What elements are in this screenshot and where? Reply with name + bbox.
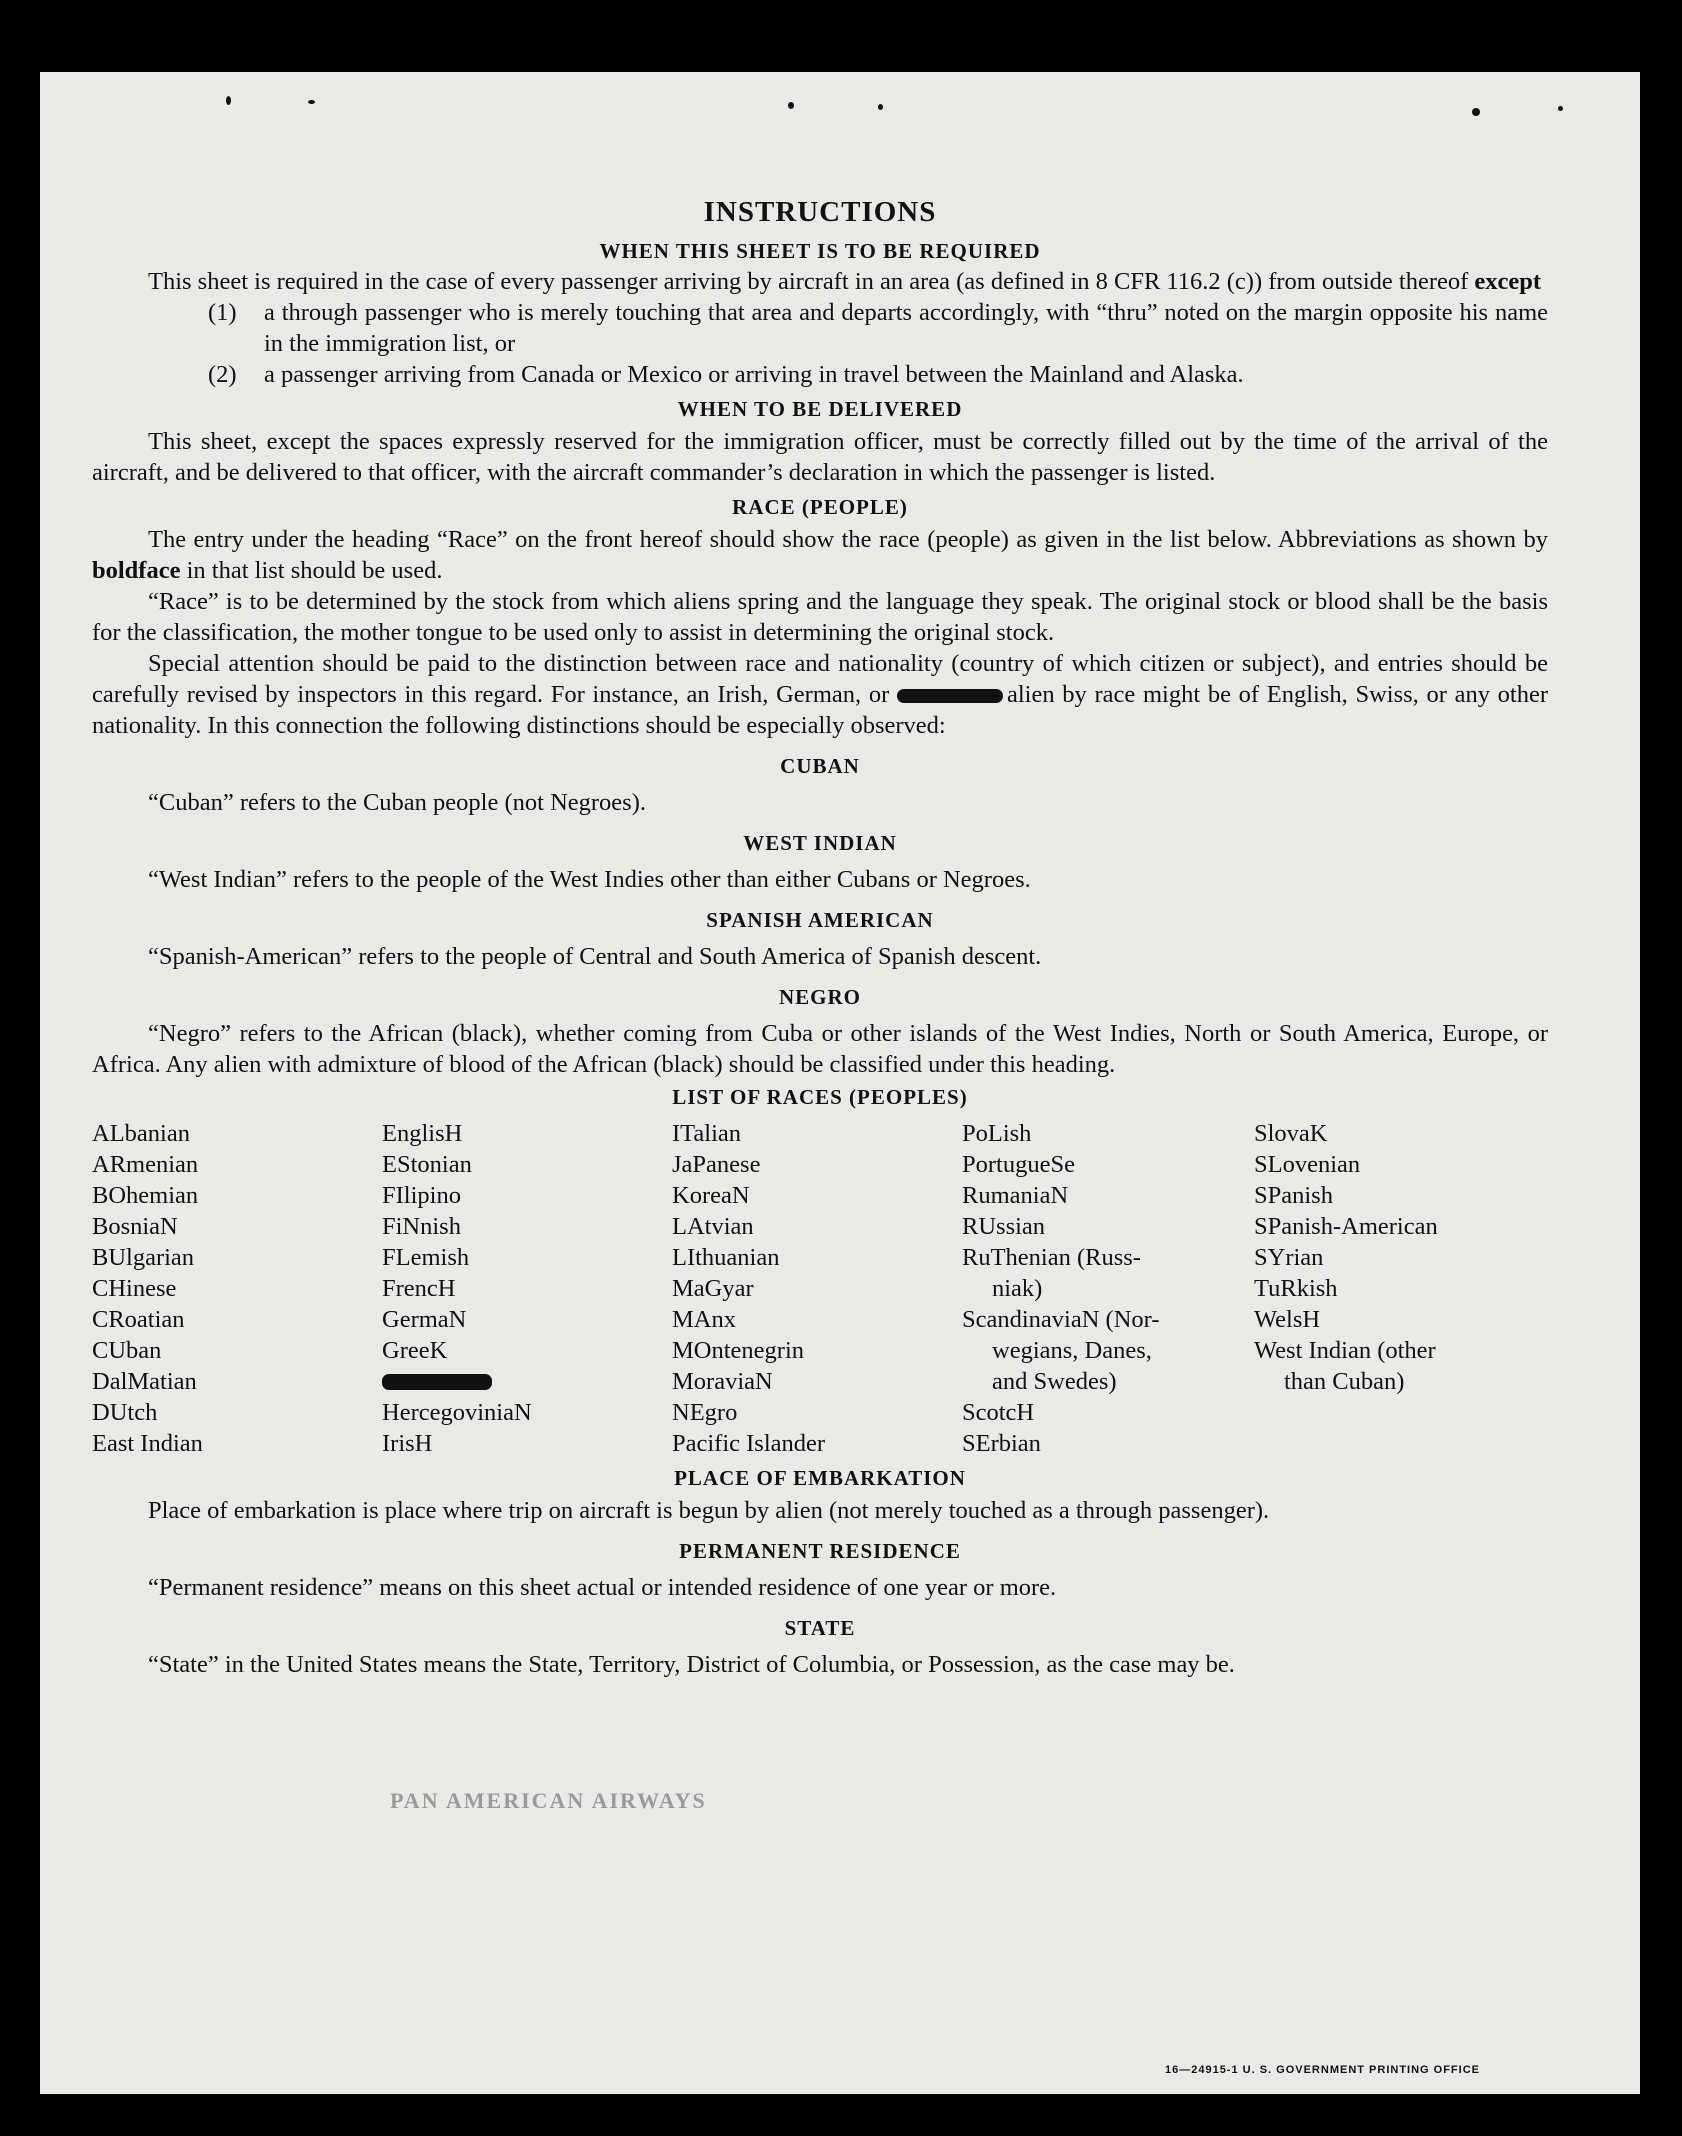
- punch-mark: [1558, 106, 1563, 111]
- race-entry: GermaN: [382, 1306, 467, 1333]
- embarkation-text: Place of embarkation is place where trip on aircraft is begun by alien (not merely touched as a through passenger).: [148, 1497, 1270, 1524]
- races-column: [962, 1118, 1254, 1459]
- race-paragraph-1: The entry under the heading “Race” on the front hereof should show the race (people) as given in the list below. Abbreviations as shown by boldface in that list should be used.: [92, 526, 1548, 584]
- race-entry: SLovenian: [1254, 1151, 1361, 1178]
- race-entry: FLemish: [382, 1244, 470, 1271]
- redaction-mark: [382, 1374, 492, 1390]
- west-indian-text: “West Indian” refers to the people of the West Indies other than either Cubans or Negroes.: [148, 866, 1031, 893]
- race-entry: NEgro: [672, 1399, 738, 1426]
- races-column: [382, 1118, 672, 1459]
- section-heading-west-indian: WEST INDIAN: [743, 831, 897, 855]
- section-heading-cuban: CUBAN: [780, 754, 860, 778]
- race-entry: FrencH: [382, 1275, 456, 1302]
- instructions-body: [92, 194, 1548, 1680]
- race-entry: MOntenegrin: [672, 1337, 804, 1364]
- races-column: [672, 1118, 962, 1459]
- race-entry: West Indian (other: [1254, 1337, 1436, 1364]
- race-entry: RuThenian (Russ-: [962, 1244, 1141, 1271]
- section-heading-delivered: WHEN TO BE DELIVERED: [677, 397, 963, 421]
- race-entry: ITalian: [672, 1120, 742, 1147]
- negro-text: “Negro” refers to the African (black), whether coming from Cuba or other islands of the West Indies, North or South America, Europe, or Africa. Any alien with admixture of blood of the African (black) should be classified under this heading.: [92, 1020, 1548, 1078]
- race-entry: EnglisH: [382, 1120, 463, 1147]
- document-sheet: [40, 72, 1640, 2094]
- race-entry: ScandinaviaN (Nor-: [962, 1306, 1160, 1333]
- race-entry: SPanish-American: [1254, 1213, 1438, 1240]
- race-entry-continued: than Cuban): [1284, 1368, 1405, 1395]
- state-text: “State” in the United States means the State, Territory, District of Columbia, or Possession, as the case may be.: [148, 1651, 1235, 1678]
- section-heading-required: WHEN THIS SHEET IS TO BE REQUIRED: [599, 239, 1041, 263]
- race-entry: CHinese: [92, 1275, 177, 1302]
- race-entry: RumaniaN: [962, 1182, 1069, 1209]
- punch-mark: [878, 104, 883, 110]
- redaction-mark: [897, 689, 1003, 703]
- race-entry-continued: wegians, Danes,: [992, 1337, 1152, 1364]
- section-heading-races-list: LIST OF RACES (PEOPLES): [672, 1085, 968, 1109]
- race-entry: KoreaN: [672, 1182, 750, 1209]
- race-entry: RUssian: [962, 1213, 1046, 1240]
- race-entry: LAtvian: [672, 1213, 754, 1240]
- race-entry: WelsH: [1254, 1306, 1321, 1333]
- residence-text: “Permanent residence” means on this sheet actual or intended residence of one year or more.: [148, 1574, 1057, 1601]
- race-entry: MAnx: [672, 1306, 736, 1333]
- required-intro: This sheet is required in the case of every passenger arriving by aircraft in an area (as defined in 8 CFR 116.2 (c)) from outside thereof except: [148, 268, 1542, 295]
- printer-imprint: 16—24915-1 U. S. GOVERNMENT PRINTING OFFICE: [1164, 2064, 1480, 2076]
- race-entry-redacted: [382, 1366, 672, 1397]
- race-entry: BosniaN: [92, 1213, 178, 1240]
- race-entry: East Indian: [92, 1430, 203, 1457]
- punch-mark: [788, 102, 794, 109]
- race-entry: PortugueSe: [962, 1151, 1075, 1178]
- race-entry: HercegoviniaN: [382, 1399, 532, 1426]
- section-heading-embarkation: PLACE OF EMBARKATION: [674, 1466, 966, 1490]
- race-entry: DalMatian: [92, 1368, 197, 1395]
- race-entry: SYrian: [1254, 1244, 1324, 1271]
- required-item: (2) a passenger arriving from Canada or Mexico or arriving in travel between the Mainland and Alaska.: [208, 361, 1244, 388]
- race-entry: SPanish: [1254, 1182, 1333, 1209]
- section-heading-residence: PERMANENT RESIDENCE: [679, 1539, 961, 1563]
- race-paragraph-3: Special attention should be paid to the distinction between race and nationality (country of which citizen or subject), and entries should be carefully revised by inspectors in this regard. For instance, an Irish, German, or alien by race might be of English, Swiss, or any other nationality. In this connection the following distinctions should be especially observed:: [92, 650, 1548, 739]
- races-column: [92, 1118, 382, 1459]
- faint-stamp-text: PAN AMERICAN AIRWAYS: [390, 1788, 707, 1813]
- races-column: [1254, 1118, 1548, 1459]
- race-entry: ALbanian: [92, 1120, 190, 1147]
- race-entry: JaPanese: [672, 1151, 761, 1178]
- punch-mark: [1472, 108, 1480, 116]
- punch-mark: [226, 96, 231, 105]
- race-entry: SErbian: [962, 1430, 1041, 1457]
- race-entry: CUban: [92, 1337, 162, 1364]
- race-entry: GreeK: [382, 1337, 448, 1364]
- page-title: INSTRUCTIONS: [703, 196, 937, 228]
- race-entry: CRoatian: [92, 1306, 185, 1333]
- race-entry: IrisH: [382, 1430, 433, 1457]
- race-entry: TuRkish: [1254, 1275, 1338, 1302]
- cuban-text: “Cuban” refers to the Cuban people (not Negroes).: [148, 789, 646, 816]
- race-entry: FIlipino: [382, 1182, 461, 1209]
- races-list: [92, 1118, 1548, 1459]
- race-entry-continued: niak): [992, 1275, 1043, 1302]
- race-entry: SlovaK: [1254, 1120, 1328, 1147]
- delivered-text: This sheet, except the spaces expressly reserved for the immigration officer, must be correctly filled out by the time of the arrival of the aircraft, and be delivered to that officer, with the aircraft commander’s declaration in which the passenger is listed.: [92, 428, 1548, 486]
- section-heading-negro: NEGRO: [778, 985, 861, 1009]
- race-entry: PoLish: [962, 1120, 1032, 1147]
- race-entry: EStonian: [382, 1151, 472, 1178]
- section-heading-state: STATE: [784, 1616, 856, 1640]
- race-entry: MaGyar: [672, 1275, 754, 1302]
- race-entry: ARmenian: [92, 1151, 199, 1178]
- race-entry: FiNnish: [382, 1213, 461, 1240]
- race-entry: BOhemian: [92, 1182, 199, 1209]
- punch-mark: [308, 100, 315, 104]
- race-entry: Pacific Islander: [672, 1430, 826, 1457]
- race-paragraph-2: “Race” is to be determined by the stock from which aliens spring and the language they speak. The original stock or blood shall be the basis for the classification, the mother tongue to be used only to assist in determining the original stock.: [92, 588, 1548, 646]
- race-entry-continued: and Swedes): [992, 1368, 1117, 1395]
- required-item: (1) a through passenger who is merely touching that area and departs accordingly, with “thru” noted on the margin opposite his name in the immigration list, or: [208, 299, 1548, 357]
- race-entry: MoraviaN: [672, 1368, 773, 1395]
- section-heading-race: RACE (PEOPLE): [732, 495, 908, 519]
- race-entry: LIthuanian: [672, 1244, 780, 1271]
- race-entry: BUlgarian: [92, 1244, 195, 1271]
- section-heading-spanish-american: SPANISH AMERICAN: [706, 908, 934, 932]
- spanish-american-text: “Spanish-American” refers to the people of Central and South America of Spanish descent.: [148, 943, 1042, 970]
- race-entry: DUtch: [92, 1399, 158, 1426]
- race-entry: ScotcH: [962, 1399, 1035, 1426]
